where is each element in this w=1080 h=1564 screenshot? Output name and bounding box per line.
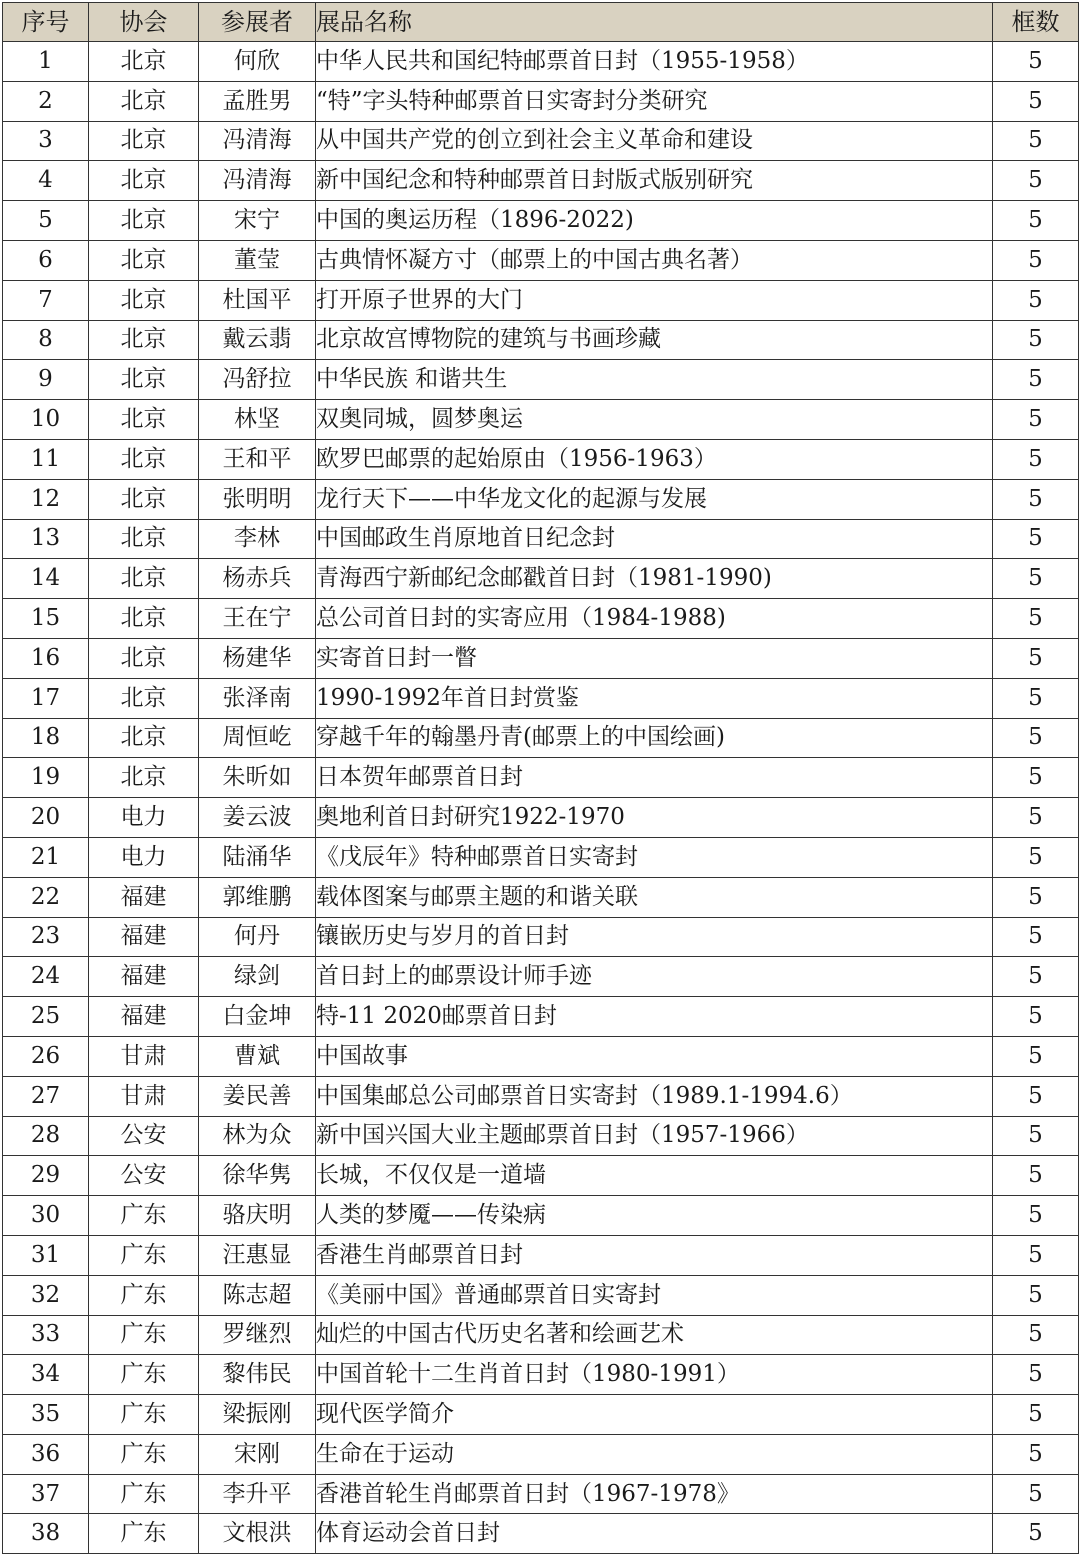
cell-no: 5 [3,201,89,241]
cell-association: 广东 [89,1355,199,1395]
cell-no: 14 [3,559,89,599]
table-row [3,917,1079,957]
cell-frames: 5 [993,42,1079,82]
cell-no: 3 [3,121,89,161]
cell-exhibitor: 周恒屹 [199,718,316,758]
cell-title: 从中国共产党的创立到社会主义革命和建设 [316,121,993,161]
cell-exhibitor: 张明明 [199,479,316,519]
cell-exhibitor: 李林 [199,519,316,559]
cell-frames: 5 [993,997,1079,1037]
cell-association: 福建 [89,917,199,957]
cell-no: 10 [3,400,89,440]
table-row [3,280,1079,320]
cell-association: 广东 [89,1474,199,1514]
cell-association: 北京 [89,161,199,201]
cell-exhibitor: 宋宁 [199,201,316,241]
cell-exhibitor: 梁振刚 [199,1395,316,1435]
cell-frames: 5 [993,758,1079,798]
cell-frames: 5 [993,1235,1079,1275]
cell-association: 公安 [89,1116,199,1156]
table-row [3,718,1079,758]
cell-title: 《美丽中国》普通邮票首日实寄封 [316,1275,993,1315]
cell-title: 中华民族 和谐共生 [316,360,993,400]
cell-association: 北京 [89,678,199,718]
cell-association: 福建 [89,997,199,1037]
cell-frames: 5 [993,439,1079,479]
cell-no: 22 [3,877,89,917]
cell-exhibitor: 何丹 [199,917,316,957]
cell-title: 《戊辰年》特种邮票首日实寄封 [316,837,993,877]
header-no: 序号 [3,3,89,42]
cell-title: 灿烂的中国古代历史名著和绘画艺术 [316,1315,993,1355]
cell-title: 1990-1992年首日封赏鉴 [316,678,993,718]
cell-title: 长城，不仅仅是一道墙 [316,1156,993,1196]
table-row [3,519,1079,559]
cell-no: 21 [3,837,89,877]
cell-title: 中国的奥运历程（1896-2022) [316,201,993,241]
cell-association: 广东 [89,1275,199,1315]
cell-frames: 5 [993,81,1079,121]
cell-frames: 5 [993,1434,1079,1474]
cell-frames: 5 [993,360,1079,400]
cell-exhibitor: 张泽南 [199,678,316,718]
cell-association: 北京 [89,42,199,82]
cell-no: 25 [3,997,89,1037]
cell-exhibitor: 罗继烈 [199,1315,316,1355]
cell-frames: 5 [993,280,1079,320]
cell-no: 11 [3,439,89,479]
cell-title: 中华人民共和国纪特邮票首日封（1955-1958） [316,42,993,82]
cell-exhibitor: 戴云翡 [199,320,316,360]
cell-exhibitor: 何欣 [199,42,316,82]
table-row [3,320,1079,360]
cell-association: 北京 [89,758,199,798]
cell-association: 北京 [89,400,199,440]
table-row [3,837,1079,877]
cell-no: 24 [3,957,89,997]
cell-exhibitor: 陆涌华 [199,837,316,877]
table-row [3,1275,1079,1315]
cell-frames: 5 [993,957,1079,997]
cell-exhibitor: 陈志超 [199,1275,316,1315]
cell-association: 北京 [89,360,199,400]
cell-association: 北京 [89,559,199,599]
cell-association: 北京 [89,280,199,320]
table-row [3,1036,1079,1076]
cell-title: 中国故事 [316,1036,993,1076]
cell-no: 6 [3,240,89,280]
cell-association: 北京 [89,519,199,559]
cell-association: 北京 [89,479,199,519]
cell-association: 甘肃 [89,1036,199,1076]
cell-title: 首日封上的邮票设计师手迹 [316,957,993,997]
cell-exhibitor: 林坚 [199,400,316,440]
cell-title: 青海西宁新邮纪念邮戳首日封（1981-1990) [316,559,993,599]
cell-title: 体育运动会首日封 [316,1514,993,1554]
cell-no: 31 [3,1235,89,1275]
cell-no: 4 [3,161,89,201]
cell-title: 龙行天下——中华龙文化的起源与发展 [316,479,993,519]
cell-no: 33 [3,1315,89,1355]
cell-no: 32 [3,1275,89,1315]
cell-exhibitor: 杨赤兵 [199,559,316,599]
cell-no: 30 [3,1196,89,1236]
cell-title: 古典情怀凝方寸（邮票上的中国古典名著） [316,240,993,280]
cell-association: 北京 [89,320,199,360]
cell-frames: 5 [993,1514,1079,1554]
cell-title: 镶嵌历史与岁月的首日封 [316,917,993,957]
header-row [3,3,1079,42]
cell-association: 北京 [89,240,199,280]
exhibit-table [2,2,1079,1554]
cell-frames: 5 [993,1395,1079,1435]
cell-frames: 5 [993,1275,1079,1315]
cell-no: 35 [3,1395,89,1435]
cell-frames: 5 [993,1156,1079,1196]
cell-title: 日本贺年邮票首日封 [316,758,993,798]
table-row [3,997,1079,1037]
cell-title: “特”字头特种邮票首日实寄封分类研究 [316,81,993,121]
cell-frames: 5 [993,161,1079,201]
cell-association: 电力 [89,798,199,838]
table-row [3,1116,1079,1156]
cell-association: 公安 [89,1156,199,1196]
table-row [3,201,1079,241]
cell-frames: 5 [993,559,1079,599]
table-row [3,42,1079,82]
table-row [3,81,1079,121]
table-body [3,42,1079,1554]
table-row [3,877,1079,917]
cell-title: 总公司首日封的实寄应用（1984-1988) [316,599,993,639]
cell-exhibitor: 徐华隽 [199,1156,316,1196]
cell-title: 中国集邮总公司邮票首日实寄封（1989.1-1994.6） [316,1076,993,1116]
cell-association: 北京 [89,81,199,121]
cell-frames: 5 [993,1315,1079,1355]
cell-title: 中国首轮十二生肖首日封（1980-1991） [316,1355,993,1395]
cell-no: 19 [3,758,89,798]
cell-frames: 5 [993,718,1079,758]
cell-exhibitor: 郭维鹏 [199,877,316,917]
cell-exhibitor: 白金坤 [199,997,316,1037]
table-row [3,559,1079,599]
cell-no: 20 [3,798,89,838]
cell-title: 新中国兴国大业主题邮票首日封（1957-1966） [316,1116,993,1156]
cell-frames: 5 [993,121,1079,161]
cell-exhibitor: 杜国平 [199,280,316,320]
cell-title: 双奥同城，圆梦奥运 [316,400,993,440]
header-frames: 框数 [993,3,1079,42]
cell-no: 12 [3,479,89,519]
cell-no: 13 [3,519,89,559]
cell-frames: 5 [993,1076,1079,1116]
cell-exhibitor: 绿剑 [199,957,316,997]
cell-association: 广东 [89,1514,199,1554]
cell-title: 奥地利首日封研究1922-1970 [316,798,993,838]
cell-title: 北京故宫博物院的建筑与书画珍藏 [316,320,993,360]
cell-no: 16 [3,638,89,678]
cell-frames: 5 [993,1036,1079,1076]
cell-no: 28 [3,1116,89,1156]
cell-association: 福建 [89,877,199,917]
cell-no: 38 [3,1514,89,1554]
cell-frames: 5 [993,400,1079,440]
header-association: 协会 [89,3,199,42]
cell-title: 实寄首日封一瞥 [316,638,993,678]
table-row [3,1156,1079,1196]
cell-association: 北京 [89,638,199,678]
table-row [3,161,1079,201]
cell-exhibitor: 王在宁 [199,599,316,639]
table-row [3,1235,1079,1275]
cell-no: 27 [3,1076,89,1116]
cell-association: 广东 [89,1235,199,1275]
cell-title: 打开原子世界的大门 [316,280,993,320]
header-exhibitor: 参展者 [199,3,316,42]
table-row [3,360,1079,400]
cell-exhibitor: 冯清海 [199,161,316,201]
table-row [3,1514,1079,1554]
cell-exhibitor: 汪惠显 [199,1235,316,1275]
table-row [3,1076,1079,1116]
cell-exhibitor: 李升平 [199,1474,316,1514]
cell-frames: 5 [993,599,1079,639]
cell-association: 广东 [89,1315,199,1355]
table-row [3,798,1079,838]
cell-title: 香港生肖邮票首日封 [316,1235,993,1275]
cell-frames: 5 [993,1196,1079,1236]
cell-no: 23 [3,917,89,957]
cell-exhibitor: 杨建华 [199,638,316,678]
cell-no: 15 [3,599,89,639]
cell-association: 甘肃 [89,1076,199,1116]
cell-no: 9 [3,360,89,400]
cell-title: 中国邮政生肖原地首日纪念封 [316,519,993,559]
cell-association: 北京 [89,121,199,161]
cell-frames: 5 [993,638,1079,678]
cell-exhibitor: 姜民善 [199,1076,316,1116]
cell-association: 电力 [89,837,199,877]
cell-association: 北京 [89,439,199,479]
table-row [3,599,1079,639]
cell-no: 2 [3,81,89,121]
cell-no: 8 [3,320,89,360]
cell-association: 北京 [89,201,199,241]
cell-no: 1 [3,42,89,82]
cell-frames: 5 [993,1355,1079,1395]
table-row [3,758,1079,798]
cell-exhibitor: 朱昕如 [199,758,316,798]
table-row [3,240,1079,280]
cell-exhibitor: 董莹 [199,240,316,280]
cell-title: 欧罗巴邮票的起始原由（1956-1963） [316,439,993,479]
cell-frames: 5 [993,837,1079,877]
cell-no: 36 [3,1434,89,1474]
cell-frames: 5 [993,479,1079,519]
cell-no: 29 [3,1156,89,1196]
cell-frames: 5 [993,877,1079,917]
cell-association: 北京 [89,718,199,758]
cell-title: 穿越千年的翰墨丹青(邮票上的中国绘画) [316,718,993,758]
cell-no: 7 [3,280,89,320]
cell-exhibitor: 宋刚 [199,1434,316,1474]
table-row [3,1315,1079,1355]
cell-frames: 5 [993,1474,1079,1514]
cell-exhibitor: 孟胜男 [199,81,316,121]
cell-exhibitor: 冯舒拉 [199,360,316,400]
cell-frames: 5 [993,1116,1079,1156]
cell-association: 广东 [89,1395,199,1435]
table-row [3,439,1079,479]
cell-exhibitor: 王和平 [199,439,316,479]
cell-title: 载体图案与邮票主题的和谐关联 [316,877,993,917]
cell-no: 18 [3,718,89,758]
cell-no: 26 [3,1036,89,1076]
cell-no: 17 [3,678,89,718]
cell-frames: 5 [993,201,1079,241]
cell-title: 香港首轮生肖邮票首日封（1967-1978》 [316,1474,993,1514]
cell-frames: 5 [993,240,1079,280]
cell-exhibitor: 林为众 [199,1116,316,1156]
table-row [3,121,1079,161]
cell-association: 广东 [89,1434,199,1474]
cell-exhibitor: 骆庆明 [199,1196,316,1236]
table-row [3,1474,1079,1514]
table-row [3,1395,1079,1435]
cell-association: 广东 [89,1196,199,1236]
cell-frames: 5 [993,519,1079,559]
table-row [3,1196,1079,1236]
cell-exhibitor: 黎伟民 [199,1355,316,1395]
table-row [3,400,1079,440]
table-row [3,1434,1079,1474]
table-row [3,678,1079,718]
cell-frames: 5 [993,320,1079,360]
cell-title: 新中国纪念和特种邮票首日封版式版别研究 [316,161,993,201]
cell-title: 特-11 2020邮票首日封 [316,997,993,1037]
table-row [3,479,1079,519]
cell-no: 34 [3,1355,89,1395]
cell-frames: 5 [993,798,1079,838]
cell-exhibitor: 姜云波 [199,798,316,838]
cell-exhibitor: 冯清海 [199,121,316,161]
cell-frames: 5 [993,678,1079,718]
cell-exhibitor: 曹斌 [199,1036,316,1076]
cell-association: 北京 [89,599,199,639]
cell-no: 37 [3,1474,89,1514]
cell-association: 福建 [89,957,199,997]
cell-title: 人类的梦魇——传染病 [316,1196,993,1236]
table-row [3,1355,1079,1395]
cell-title: 现代医学简介 [316,1395,993,1435]
cell-exhibitor: 文根洪 [199,1514,316,1554]
table-row [3,638,1079,678]
header-title: 展品名称 [316,3,993,42]
cell-frames: 5 [993,917,1079,957]
table-row [3,957,1079,997]
cell-title: 生命在于运动 [316,1434,993,1474]
